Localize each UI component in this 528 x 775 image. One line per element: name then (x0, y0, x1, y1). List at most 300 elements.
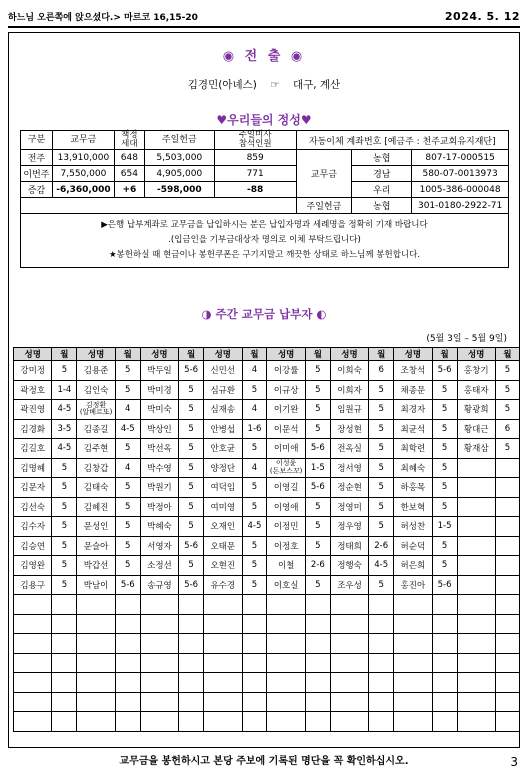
payer-name (204, 595, 242, 615)
payer-name: 강미정 (14, 361, 52, 381)
payer-month: 5 (305, 575, 330, 595)
payer-name: 소정선 (140, 556, 178, 576)
account-header: 자동이체 계좌번호 [예금주 : 천주교회유지재단] (296, 131, 508, 150)
payer-month (495, 692, 519, 712)
payer-name: 최경자 (394, 400, 432, 420)
payer-name (267, 692, 305, 712)
payer-name: 박미경 (140, 380, 178, 400)
payer-month: 5 (305, 536, 330, 556)
payer-name: 박미숙 (140, 400, 178, 420)
payer-month (305, 653, 330, 673)
summary-row-this-week (21, 166, 509, 182)
payer-month: 5 (305, 497, 330, 517)
payer-month: 5-6 (179, 536, 204, 556)
payer-name (267, 595, 305, 615)
payer-name: 김혜진 (77, 497, 115, 517)
payer-name (140, 595, 178, 615)
payer-month (179, 692, 204, 712)
account-number: 1005-386-000048 (412, 182, 509, 198)
summary-cell: 859 (214, 150, 296, 166)
payer-month: 5 (179, 478, 204, 498)
payer-month (179, 595, 204, 615)
note-line: ★봉헌하실 때 현금이나 봉헌쿠폰은 구기지말고 깨끗한 상태로 하느님께 봉헌합니다. (108, 250, 421, 260)
payer-name: 하홍목 (394, 478, 432, 498)
payer-name: 오태문 (204, 536, 242, 556)
payer-name: 이문석 (267, 419, 305, 439)
account-number: 807-17-000515 (412, 150, 509, 166)
payer-month (305, 595, 330, 615)
transfer-person-name: 김경민(아녜스) (187, 79, 257, 91)
summary-blank (21, 198, 297, 214)
payer-name (457, 673, 495, 693)
payer-name: 이희자 (330, 380, 368, 400)
column-header-name: 성명 (267, 348, 305, 361)
payer-month (495, 595, 519, 615)
payer-month: 5 (432, 380, 457, 400)
payer-name: 김수자 (14, 517, 52, 537)
column-header-month: 월 (52, 348, 77, 361)
payer-name (330, 614, 368, 634)
payer-month (495, 556, 519, 576)
payer-month: 3-5 (52, 419, 77, 439)
payer-month: 4-5 (369, 556, 394, 576)
payer-month: 5 (432, 458, 457, 478)
payer-month: 6 (495, 419, 519, 439)
payer-name (330, 673, 368, 693)
payer-month: 4 (115, 400, 140, 420)
payer-name (140, 634, 178, 654)
summary-header-attendance (214, 131, 296, 150)
payer-name: 홍태자 (457, 380, 495, 400)
payer-name (77, 634, 115, 654)
payer-name: 황재삼 (457, 439, 495, 459)
payer-month (52, 673, 77, 693)
payer-name (140, 653, 178, 673)
payer-month: 2-6 (369, 536, 394, 556)
payer-name: 정서영 (330, 458, 368, 478)
payer-name (330, 634, 368, 654)
payer-month: 5 (369, 575, 394, 595)
payer-name (457, 517, 495, 537)
payer-month: 5 (52, 536, 77, 556)
payer-name (77, 614, 115, 634)
summary-cell: 7,550,000 (52, 166, 114, 182)
payer-month (242, 595, 267, 615)
payer-name: 이호실 (267, 575, 305, 595)
transfer-destination: 대구, 계산 (292, 79, 341, 91)
payer-name: 장성현 (330, 419, 368, 439)
payer-month (305, 692, 330, 712)
payer-name: 이철 (267, 556, 305, 576)
payer-name: 박상인 (140, 419, 178, 439)
payer-name (330, 653, 368, 673)
payer-month (179, 653, 204, 673)
payer-month: 5 (495, 400, 519, 420)
payer-month (179, 712, 204, 732)
payer-name: 정우영 (330, 517, 368, 537)
payer-name: 박정아 (140, 497, 178, 517)
payer-name: 황광희 (457, 400, 495, 420)
transfer-entry (9, 77, 519, 92)
payer-month: 5 (115, 556, 140, 576)
summary-cell: 13,910,000 (52, 150, 114, 166)
payer-month (495, 497, 519, 517)
payer-name: 김정환 (알베르또) (77, 400, 115, 420)
gospel-verse: 하느님 오른쪽에 앉으셨다.> 마르코 16,15-20 (8, 13, 198, 23)
payer-month: 4 (242, 458, 267, 478)
payer-month: 1-5 (305, 458, 330, 478)
payer-month (432, 712, 457, 732)
payer-month: 5 (432, 497, 457, 517)
payer-month: 5 (115, 478, 140, 498)
footer-notice: 교무금을 봉헌하시고 본당 주보에 기록된 명단을 꼭 확인하십시오. (119, 756, 409, 767)
payer-month: 5 (242, 478, 267, 498)
payers-table (13, 347, 520, 732)
payer-month: 5 (52, 517, 77, 537)
payer-month: 5 (179, 439, 204, 459)
payer-name (457, 497, 495, 517)
payer-name: 허성찬 (394, 517, 432, 537)
column-header-name: 성명 (394, 348, 432, 361)
payer-month (432, 692, 457, 712)
payer-month: 5-6 (305, 439, 330, 459)
summary-cell: 증감 (21, 182, 53, 198)
account-bank: 농협 (352, 198, 412, 214)
payer-name (204, 634, 242, 654)
payer-name: 정영미 (330, 497, 368, 517)
payer-month: 5 (432, 400, 457, 420)
payer-name (140, 692, 178, 712)
payer-name (457, 575, 495, 595)
payer-month: 5 (305, 517, 330, 537)
payer-name (457, 712, 495, 732)
offering-summary-table (20, 130, 509, 268)
offering-title: ♥우리들의 정성♥ (216, 113, 312, 127)
payer-row (14, 497, 520, 517)
summary-cell: 4,905,000 (144, 166, 214, 182)
payer-month (495, 517, 519, 537)
payer-month: 5 (179, 400, 204, 420)
summary-cell: -6,360,000 (52, 182, 114, 198)
payer-row (14, 439, 520, 459)
payer-month (495, 634, 519, 654)
page-number: 3 (510, 755, 518, 769)
payer-month: 5-6 (179, 361, 204, 381)
payer-month: 2-6 (305, 556, 330, 576)
payer-month: 5 (369, 458, 394, 478)
payer-row (14, 653, 520, 673)
payer-name (394, 653, 432, 673)
summary-header-attendance-label: 주일미사 참석인원 (238, 130, 272, 149)
payer-month: 4 (242, 400, 267, 420)
payer-month (432, 673, 457, 693)
account-number: 580-07-0013973 (412, 166, 509, 182)
transfer-title: ◉ 전 출 ◉ (222, 49, 306, 64)
bulletin-date: 2024. 5. 12 (444, 10, 520, 23)
payer-name: 채종문 (394, 380, 432, 400)
bulletin-header (8, 6, 520, 28)
payer-name: 정순현 (330, 478, 368, 498)
payer-name (394, 692, 432, 712)
payer-name (394, 673, 432, 693)
payer-month (115, 614, 140, 634)
payer-name: 박선옥 (140, 439, 178, 459)
payer-month: 5 (495, 380, 519, 400)
payer-name (14, 673, 52, 693)
summary-cell: +6 (114, 182, 144, 198)
payer-month: 5 (115, 536, 140, 556)
payer-month: 5 (369, 419, 394, 439)
payer-month: 5 (242, 439, 267, 459)
payer-month: 5 (52, 361, 77, 381)
payer-month (115, 673, 140, 693)
payer-month: 5-6 (179, 575, 204, 595)
payment-notes (21, 214, 509, 268)
account-group-tithe: 교무금 (296, 150, 352, 198)
column-header-name: 성명 (140, 348, 178, 361)
payer-name: 안병섭 (204, 419, 242, 439)
payer-name: 박원기 (140, 478, 178, 498)
payer-name: 심규환 (204, 380, 242, 400)
payer-month: 5 (369, 380, 394, 400)
payer-name (14, 614, 52, 634)
summary-cell: 5,503,000 (144, 150, 214, 166)
payer-month (495, 575, 519, 595)
payer-month (115, 595, 140, 615)
payer-month: 5 (432, 419, 457, 439)
payer-name (457, 595, 495, 615)
payer-month: 6 (369, 361, 394, 381)
payer-month (52, 634, 77, 654)
payer-name: 김승연 (14, 536, 52, 556)
payer-month: 5 (179, 497, 204, 517)
payer-name: 정행숙 (330, 556, 368, 576)
payer-name: 심재송 (204, 400, 242, 420)
payer-name: 홍진아 (394, 575, 432, 595)
payer-name: 정태희 (330, 536, 368, 556)
payer-name (267, 653, 305, 673)
payer-month (369, 712, 394, 732)
payer-name (204, 712, 242, 732)
payer-month: 5 (179, 419, 204, 439)
payer-month: 4-5 (52, 439, 77, 459)
payer-month (179, 634, 204, 654)
payer-name: 김용구 (14, 575, 52, 595)
payer-name: 서영자 (140, 536, 178, 556)
summary-cell: -88 (214, 182, 296, 198)
payer-name: 황대근 (457, 419, 495, 439)
payer-row (14, 673, 520, 693)
payer-row (14, 419, 520, 439)
pointing-hand-icon: ☞ (270, 79, 280, 91)
payer-month: 5 (179, 517, 204, 537)
column-header-month: 월 (115, 348, 140, 361)
payer-name: 이성윤 (돈보스꼬) (267, 458, 305, 478)
payer-month: 5 (52, 575, 77, 595)
payer-month (305, 614, 330, 634)
payer-month: 5 (432, 556, 457, 576)
payer-month: 5 (495, 439, 519, 459)
payer-name: 홍창기 (457, 361, 495, 381)
payer-name: 김경화 (14, 419, 52, 439)
payer-month: 5-6 (115, 575, 140, 595)
payer-month (52, 595, 77, 615)
payer-name: 박두일 (140, 361, 178, 381)
column-header-month: 월 (305, 348, 330, 361)
payer-month (242, 653, 267, 673)
payer-name (204, 614, 242, 634)
payer-name: 이규상 (267, 380, 305, 400)
payer-month (432, 634, 457, 654)
account-number: 301-0180-2922-71 (412, 198, 509, 214)
payer-month (242, 673, 267, 693)
payer-name (204, 673, 242, 693)
payer-month (52, 712, 77, 732)
payer-month (305, 712, 330, 732)
payer-month (495, 614, 519, 634)
payer-name: 유수경 (204, 575, 242, 595)
payer-name: 이영길 (267, 478, 305, 498)
payer-row (14, 517, 520, 537)
summary-cell: 전주 (21, 150, 53, 166)
payer-month: 5 (115, 439, 140, 459)
payer-name (77, 595, 115, 615)
payer-name (457, 653, 495, 673)
column-header-month: 월 (369, 348, 394, 361)
payer-name: 김창갑 (77, 458, 115, 478)
payer-month: 5-6 (432, 361, 457, 381)
payer-name (204, 653, 242, 673)
payer-name: 허은희 (394, 556, 432, 576)
payer-month: 5 (242, 536, 267, 556)
payer-name: 신민선 (204, 361, 242, 381)
summary-header-households (114, 131, 144, 150)
payer-row (14, 458, 520, 478)
summary-cell: -598,000 (144, 182, 214, 198)
payer-month: 5 (242, 556, 267, 576)
payer-month: 5 (369, 439, 394, 459)
payers-title: ◑ 주간 교무금 납부자 ◐ (201, 307, 327, 321)
payer-name: 오현진 (204, 556, 242, 576)
payer-name (457, 478, 495, 498)
payer-name (14, 712, 52, 732)
payer-month: 5 (179, 556, 204, 576)
payer-name (267, 673, 305, 693)
payer-month: 5 (52, 556, 77, 576)
payer-month: 1-6 (242, 419, 267, 439)
payer-month: 1-4 (52, 380, 77, 400)
payer-month (52, 653, 77, 673)
payer-name: 여미영 (204, 497, 242, 517)
payer-month (432, 653, 457, 673)
summary-cell: 648 (114, 150, 144, 166)
payer-name (457, 634, 495, 654)
payer-name: 송규영 (140, 575, 178, 595)
payer-month: 5 (115, 380, 140, 400)
payer-row (14, 712, 520, 732)
payer-row (14, 556, 520, 576)
payer-month: 5-6 (305, 478, 330, 498)
column-header-name: 성명 (14, 348, 52, 361)
payer-name: 전옥실 (330, 439, 368, 459)
payer-name: 김주현 (77, 439, 115, 459)
payer-month (369, 614, 394, 634)
payer-name (457, 692, 495, 712)
summary-row-last-week (21, 150, 509, 166)
account-group-sunday: 주일헌금 (296, 198, 352, 214)
payer-name: 이기완 (267, 400, 305, 420)
payer-name: 이강률 (267, 361, 305, 381)
summary-cell: 이번주 (21, 166, 53, 182)
payer-month: 4 (242, 361, 267, 381)
payer-name: 김명혜 (14, 458, 52, 478)
column-header-month: 월 (242, 348, 267, 361)
payer-name: 문성인 (77, 517, 115, 537)
payer-name (140, 614, 178, 634)
column-header-month: 월 (432, 348, 457, 361)
payer-name (457, 556, 495, 576)
payer-name: 이정민 (267, 517, 305, 537)
summary-row-change (21, 182, 509, 198)
payer-month: 5 (52, 458, 77, 478)
payer-month: 4 (115, 458, 140, 478)
summary-header-sunday-offering: 주일헌금 (144, 131, 214, 150)
payer-month: 5 (52, 478, 77, 498)
payer-name (394, 595, 432, 615)
note-line: ▶은행 납부계좌로 교무금을 납입하시는 분은 납입자명과 세례명을 정확히 기재 바랍니다 (101, 220, 428, 230)
payer-name (394, 634, 432, 654)
payer-row (14, 595, 520, 615)
payer-month: 5 (305, 419, 330, 439)
payer-month (369, 653, 394, 673)
payer-name: 김선숙 (14, 497, 52, 517)
payer-name (77, 692, 115, 712)
payer-month (495, 673, 519, 693)
payer-month: 5 (115, 361, 140, 381)
payer-row (14, 400, 520, 420)
payer-row (14, 536, 520, 556)
summary-cell: 654 (114, 166, 144, 182)
payer-name (14, 595, 52, 615)
payer-month (495, 458, 519, 478)
payer-name: 김인숙 (77, 380, 115, 400)
payer-month (115, 692, 140, 712)
payer-name (330, 692, 368, 712)
payer-name (77, 712, 115, 732)
payer-month: 5 (432, 439, 457, 459)
payer-month: 5 (305, 380, 330, 400)
payer-name (140, 712, 178, 732)
payer-name: 김종길 (77, 419, 115, 439)
payer-month (369, 595, 394, 615)
payer-name: 곽진영 (14, 400, 52, 420)
payer-month (115, 653, 140, 673)
payer-month: 5 (52, 497, 77, 517)
payer-month: 5-6 (432, 575, 457, 595)
payer-name: 여덕임 (204, 478, 242, 498)
payer-name: 최균석 (394, 419, 432, 439)
summary-header-category: 구분 (21, 131, 53, 150)
payer-month: 5 (242, 380, 267, 400)
payer-month: 4-5 (242, 517, 267, 537)
column-header-month: 월 (495, 348, 519, 361)
payer-name: 한보혁 (394, 497, 432, 517)
payer-month: 5 (432, 478, 457, 498)
payer-name: 최혜숙 (394, 458, 432, 478)
payer-name: 박갑선 (77, 556, 115, 576)
payer-name: 박혜숙 (140, 517, 178, 537)
payer-name: 조창석 (394, 361, 432, 381)
